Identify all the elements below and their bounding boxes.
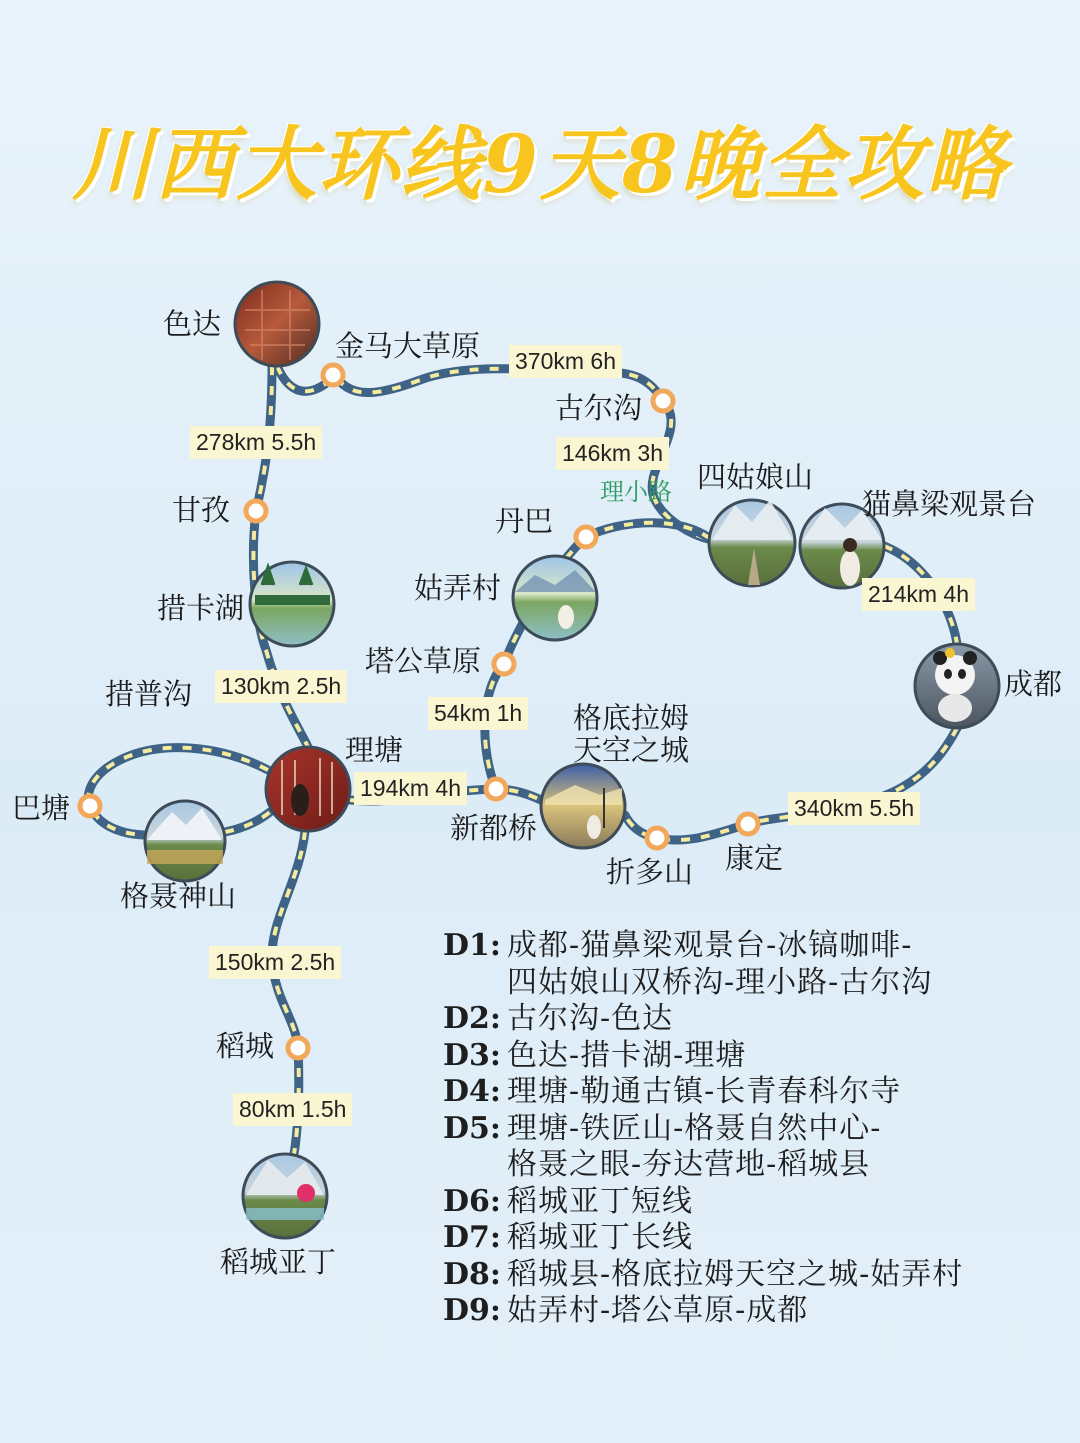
- itinerary-row: [443, 1257, 1063, 1294]
- stop-kangding: [738, 814, 758, 834]
- litang-photo-icon: [266, 747, 350, 831]
- itinerary-text: 四姑娘山双桥沟-理小路-古尔沟: [507, 964, 933, 1000]
- place-ganzi: 甘孜: [172, 493, 231, 527]
- distance-tagong-xinduqiao: 54km 1h: [428, 697, 528, 730]
- place-chengdu: 成都: [1004, 667, 1063, 701]
- itinerary-day: [443, 965, 507, 1002]
- stop-batang: [80, 796, 100, 816]
- place-jinma: 金马大草原: [335, 329, 481, 363]
- itinerary-row: [443, 928, 1063, 965]
- itinerary-text: 稻城亚丁长线: [507, 1220, 693, 1255]
- gunong-photo-icon: [513, 556, 597, 640]
- distance-seda-ganzi: 278km 5.5h: [190, 426, 322, 459]
- itinerary-day: D4:: [443, 1074, 501, 1109]
- place-tagong: 塔公草原: [365, 644, 482, 678]
- itinerary-day: [443, 1147, 507, 1184]
- distance-ganzi-litang: 130km 2.5h: [215, 670, 347, 703]
- itinerary-row: [443, 1220, 1063, 1257]
- place-xinduqiao: 新都桥: [450, 811, 538, 845]
- itinerary-text: 稻城亚丁短线: [507, 1183, 693, 1219]
- itinerary-day: D5:: [443, 1110, 501, 1146]
- itinerary-day: D8:: [443, 1256, 501, 1292]
- itinerary-text: 姑弄村-塔公草原-成都: [507, 1293, 809, 1328]
- siguniang-photo-icon: [709, 500, 795, 586]
- place-guergou: 古尔沟: [555, 391, 643, 425]
- place-gunong: 姑弄村: [414, 571, 502, 605]
- itinerary-row: [443, 1184, 1063, 1221]
- page-title: 川西大环线9天8晚全攻略: [72, 117, 1008, 211]
- distance-seda-guergou: 370km 6h: [509, 345, 622, 378]
- itinerary-text: 稻城县-格底拉姆天空之城-姑弄村: [507, 1256, 964, 1292]
- distance-guergou-danba: 146km 3h: [556, 437, 669, 470]
- place-seda: 色达: [163, 307, 222, 341]
- place-batang: 巴塘: [12, 791, 71, 825]
- place-genie: 格聂神山: [120, 879, 237, 913]
- itinerary-day: D3:: [443, 1037, 501, 1073]
- place-litang: 理塘: [345, 733, 404, 767]
- itinerary-row: [443, 1293, 1063, 1330]
- itinerary-day: D1:: [443, 928, 501, 963]
- stop-zheduo: [647, 828, 667, 848]
- note-lixiaolu: 理小路: [600, 478, 672, 506]
- distance-litang-xinduqiao: 194km 4h: [354, 772, 467, 805]
- itinerary-text: 古尔沟-色达: [507, 1001, 674, 1036]
- itinerary-row: [443, 1147, 1063, 1184]
- place-gedilamu-2: 天空之城: [573, 733, 690, 767]
- place-maobiliang: 猫鼻梁观景台: [862, 487, 1037, 521]
- itinerary-row: [443, 965, 1063, 1002]
- place-gedilamu-1: 格底拉姆: [573, 701, 690, 735]
- stop-danba: [576, 527, 596, 547]
- itinerary-day: D7:: [443, 1220, 501, 1255]
- distance-daocheng-yading: 80km 1.5h: [233, 1093, 352, 1126]
- place-zheduo: 折多山: [606, 855, 694, 889]
- distance-siguniang-chengdu: 214km 4h: [862, 578, 975, 611]
- place-siguniang: 四姑娘山: [697, 460, 814, 494]
- place-cuoka: 措卡湖: [157, 591, 245, 625]
- itinerary-text: 色达-措卡湖-理塘: [507, 1037, 747, 1073]
- itinerary-text: 理塘-勒通古镇-长青春科尔寺: [507, 1074, 902, 1109]
- stop-ganzi: [246, 501, 266, 521]
- route-litang-daocheng: [272, 831, 305, 1048]
- place-kangding: 康定: [725, 841, 784, 875]
- itinerary-day: D2:: [443, 1001, 501, 1036]
- itinerary-row: [443, 1074, 1063, 1111]
- stop-guergou: [653, 391, 673, 411]
- genie-photo-icon: [145, 801, 225, 881]
- stop-tagong: [494, 654, 514, 674]
- place-yading: 稻城亚丁: [220, 1245, 337, 1279]
- place-daocheng: 稻城: [216, 1029, 275, 1063]
- itinerary-text: 成都-猫鼻梁观景台-冰镐咖啡-: [507, 928, 913, 963]
- itinerary-row: [443, 1001, 1063, 1038]
- itinerary-day: D9:: [443, 1293, 501, 1328]
- stop-xinduqiao: [486, 779, 506, 799]
- stop-jinma: [323, 365, 343, 385]
- seda-photo-icon: [235, 282, 319, 366]
- itinerary-day: D6:: [443, 1183, 501, 1219]
- itinerary-row: [443, 1111, 1063, 1148]
- cuoka-photo-icon: [250, 562, 334, 646]
- place-cuopu: 措普沟: [105, 677, 193, 711]
- route-kangding-xinduqiao: [625, 815, 748, 840]
- itinerary-list: [443, 928, 1063, 1330]
- distance-chengdu-kangding: 340km 5.5h: [788, 792, 920, 825]
- xinduqiao-photo-icon: [541, 764, 625, 848]
- itinerary-row: [443, 1038, 1063, 1075]
- itinerary-text: 理塘-铁匠山-格聂自然中心-: [507, 1110, 882, 1146]
- place-danba: 丹巴: [495, 504, 554, 538]
- distance-litang-daocheng: 150km 2.5h: [209, 946, 341, 979]
- itinerary-text: 格聂之眼-夯达营地-稻城县: [507, 1147, 871, 1182]
- panda-photo-icon: [915, 644, 999, 728]
- yading-photo-icon: [243, 1154, 327, 1238]
- stop-daocheng: [288, 1038, 308, 1058]
